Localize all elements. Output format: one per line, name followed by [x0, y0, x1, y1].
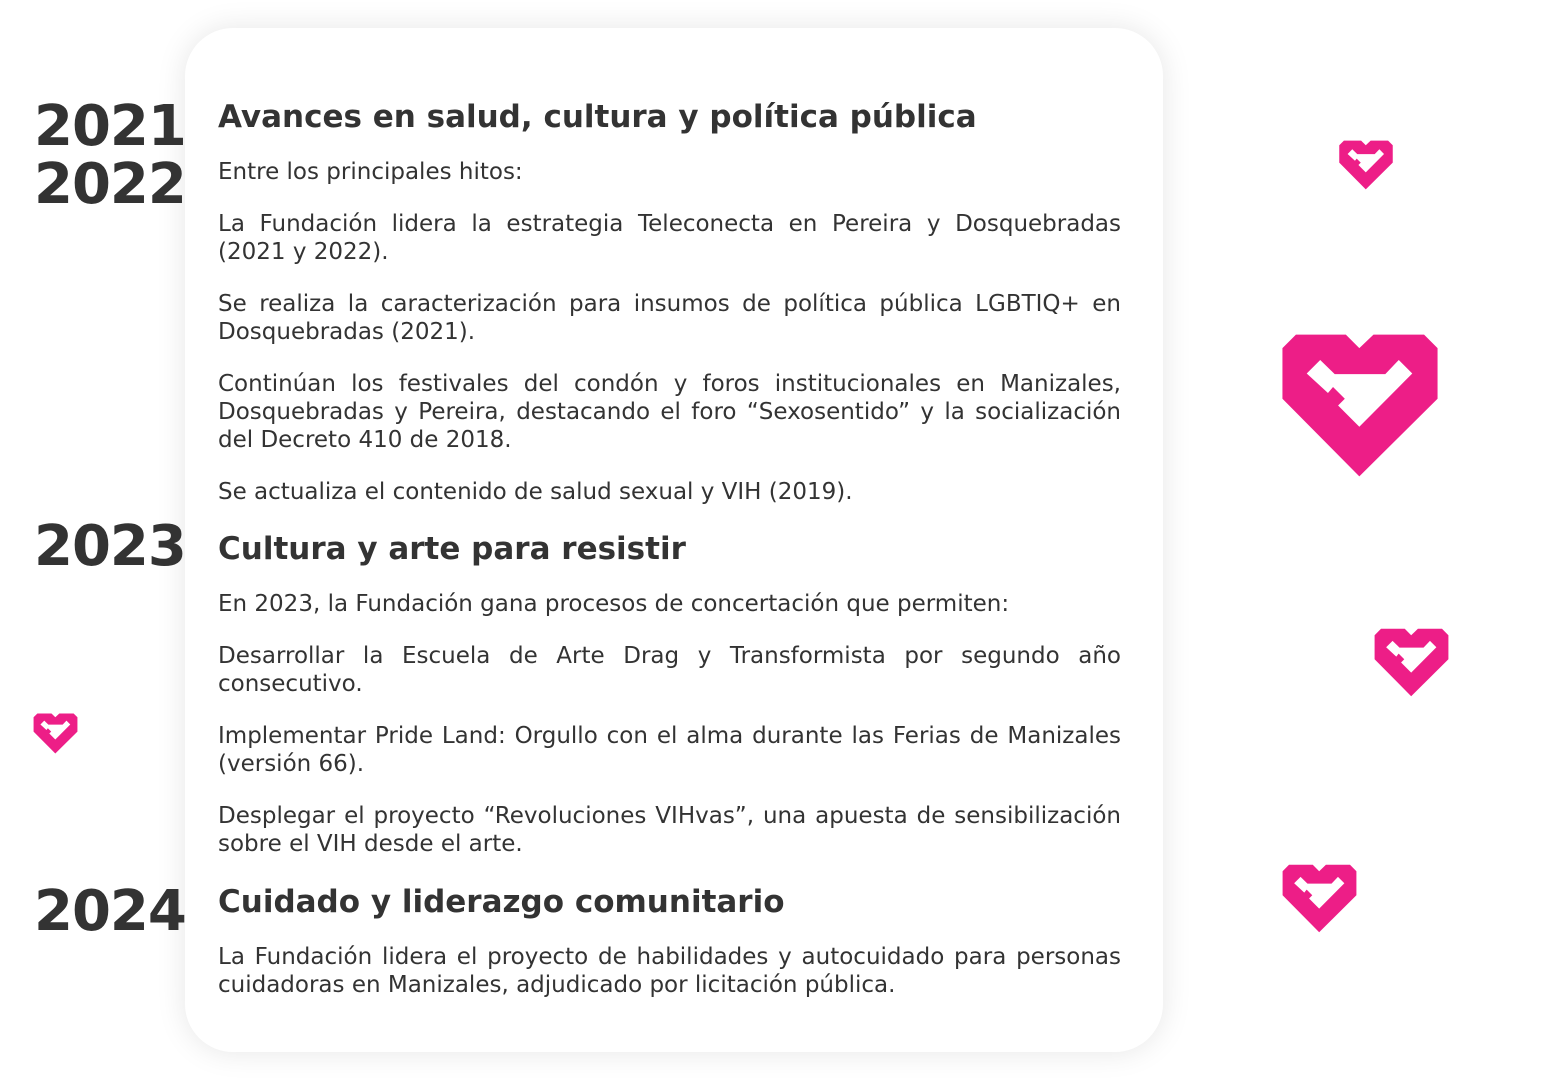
heart-logo-icon	[1338, 140, 1394, 190]
year-label: 2024	[34, 879, 186, 944]
paragraph: Se actualiza el contenido de salud sexual y VIH (2019).	[218, 479, 853, 505]
paragraph: Continúan los festivales del condón y foros institucionales en Manizales, Dosquebradas y Pereira, destacando el foro “Sexosentido” y la socialización del Decreto 410 de 2018.	[218, 371, 1121, 453]
section-title: Cuidado y liderazgo comunitario	[218, 884, 785, 920]
paragraph: Entre los principales hitos:	[218, 159, 523, 185]
section-title: Cultura y arte para resistir	[218, 531, 686, 567]
year-label: 2022	[34, 152, 186, 217]
heart-logo-icon	[1373, 628, 1450, 697]
paragraph: Desarrollar la Escuela de Arte Drag y Transformista por segundo año consecutivo.	[218, 643, 1121, 697]
heart-logo-icon	[1281, 864, 1358, 933]
year-label: 2023	[34, 514, 186, 579]
heart-logo-icon	[1280, 333, 1440, 478]
heart-logo-icon	[33, 713, 78, 754]
paragraph: La Fundación lidera el proyecto de habilidades y autocuidado para personas cuidadoras en Manizales, adjudicado por licitación pública.	[218, 944, 1121, 998]
paragraph: Implementar Pride Land: Orgullo con el alma durante las Ferias de Manizales (versión 66).	[218, 723, 1121, 777]
section-title: Avances en salud, cultura y política pública	[218, 99, 977, 135]
year-label: 2021	[34, 94, 186, 159]
paragraph: En 2023, la Fundación gana procesos de concertación que permiten:	[218, 591, 1010, 617]
paragraph: La Fundación lidera la estrategia Teleconecta en Pereira y Dosquebradas (2021 y 2022).	[218, 211, 1121, 265]
paragraph: Desplegar el proyecto “Revoluciones VIHvas”, una apuesta de sensibilización sobre el VIH desde el arte.	[218, 803, 1121, 857]
paragraph: Se realiza la caracterización para insumos de política pública LGBTIQ+ en Dosquebradas (2021).	[218, 291, 1121, 345]
